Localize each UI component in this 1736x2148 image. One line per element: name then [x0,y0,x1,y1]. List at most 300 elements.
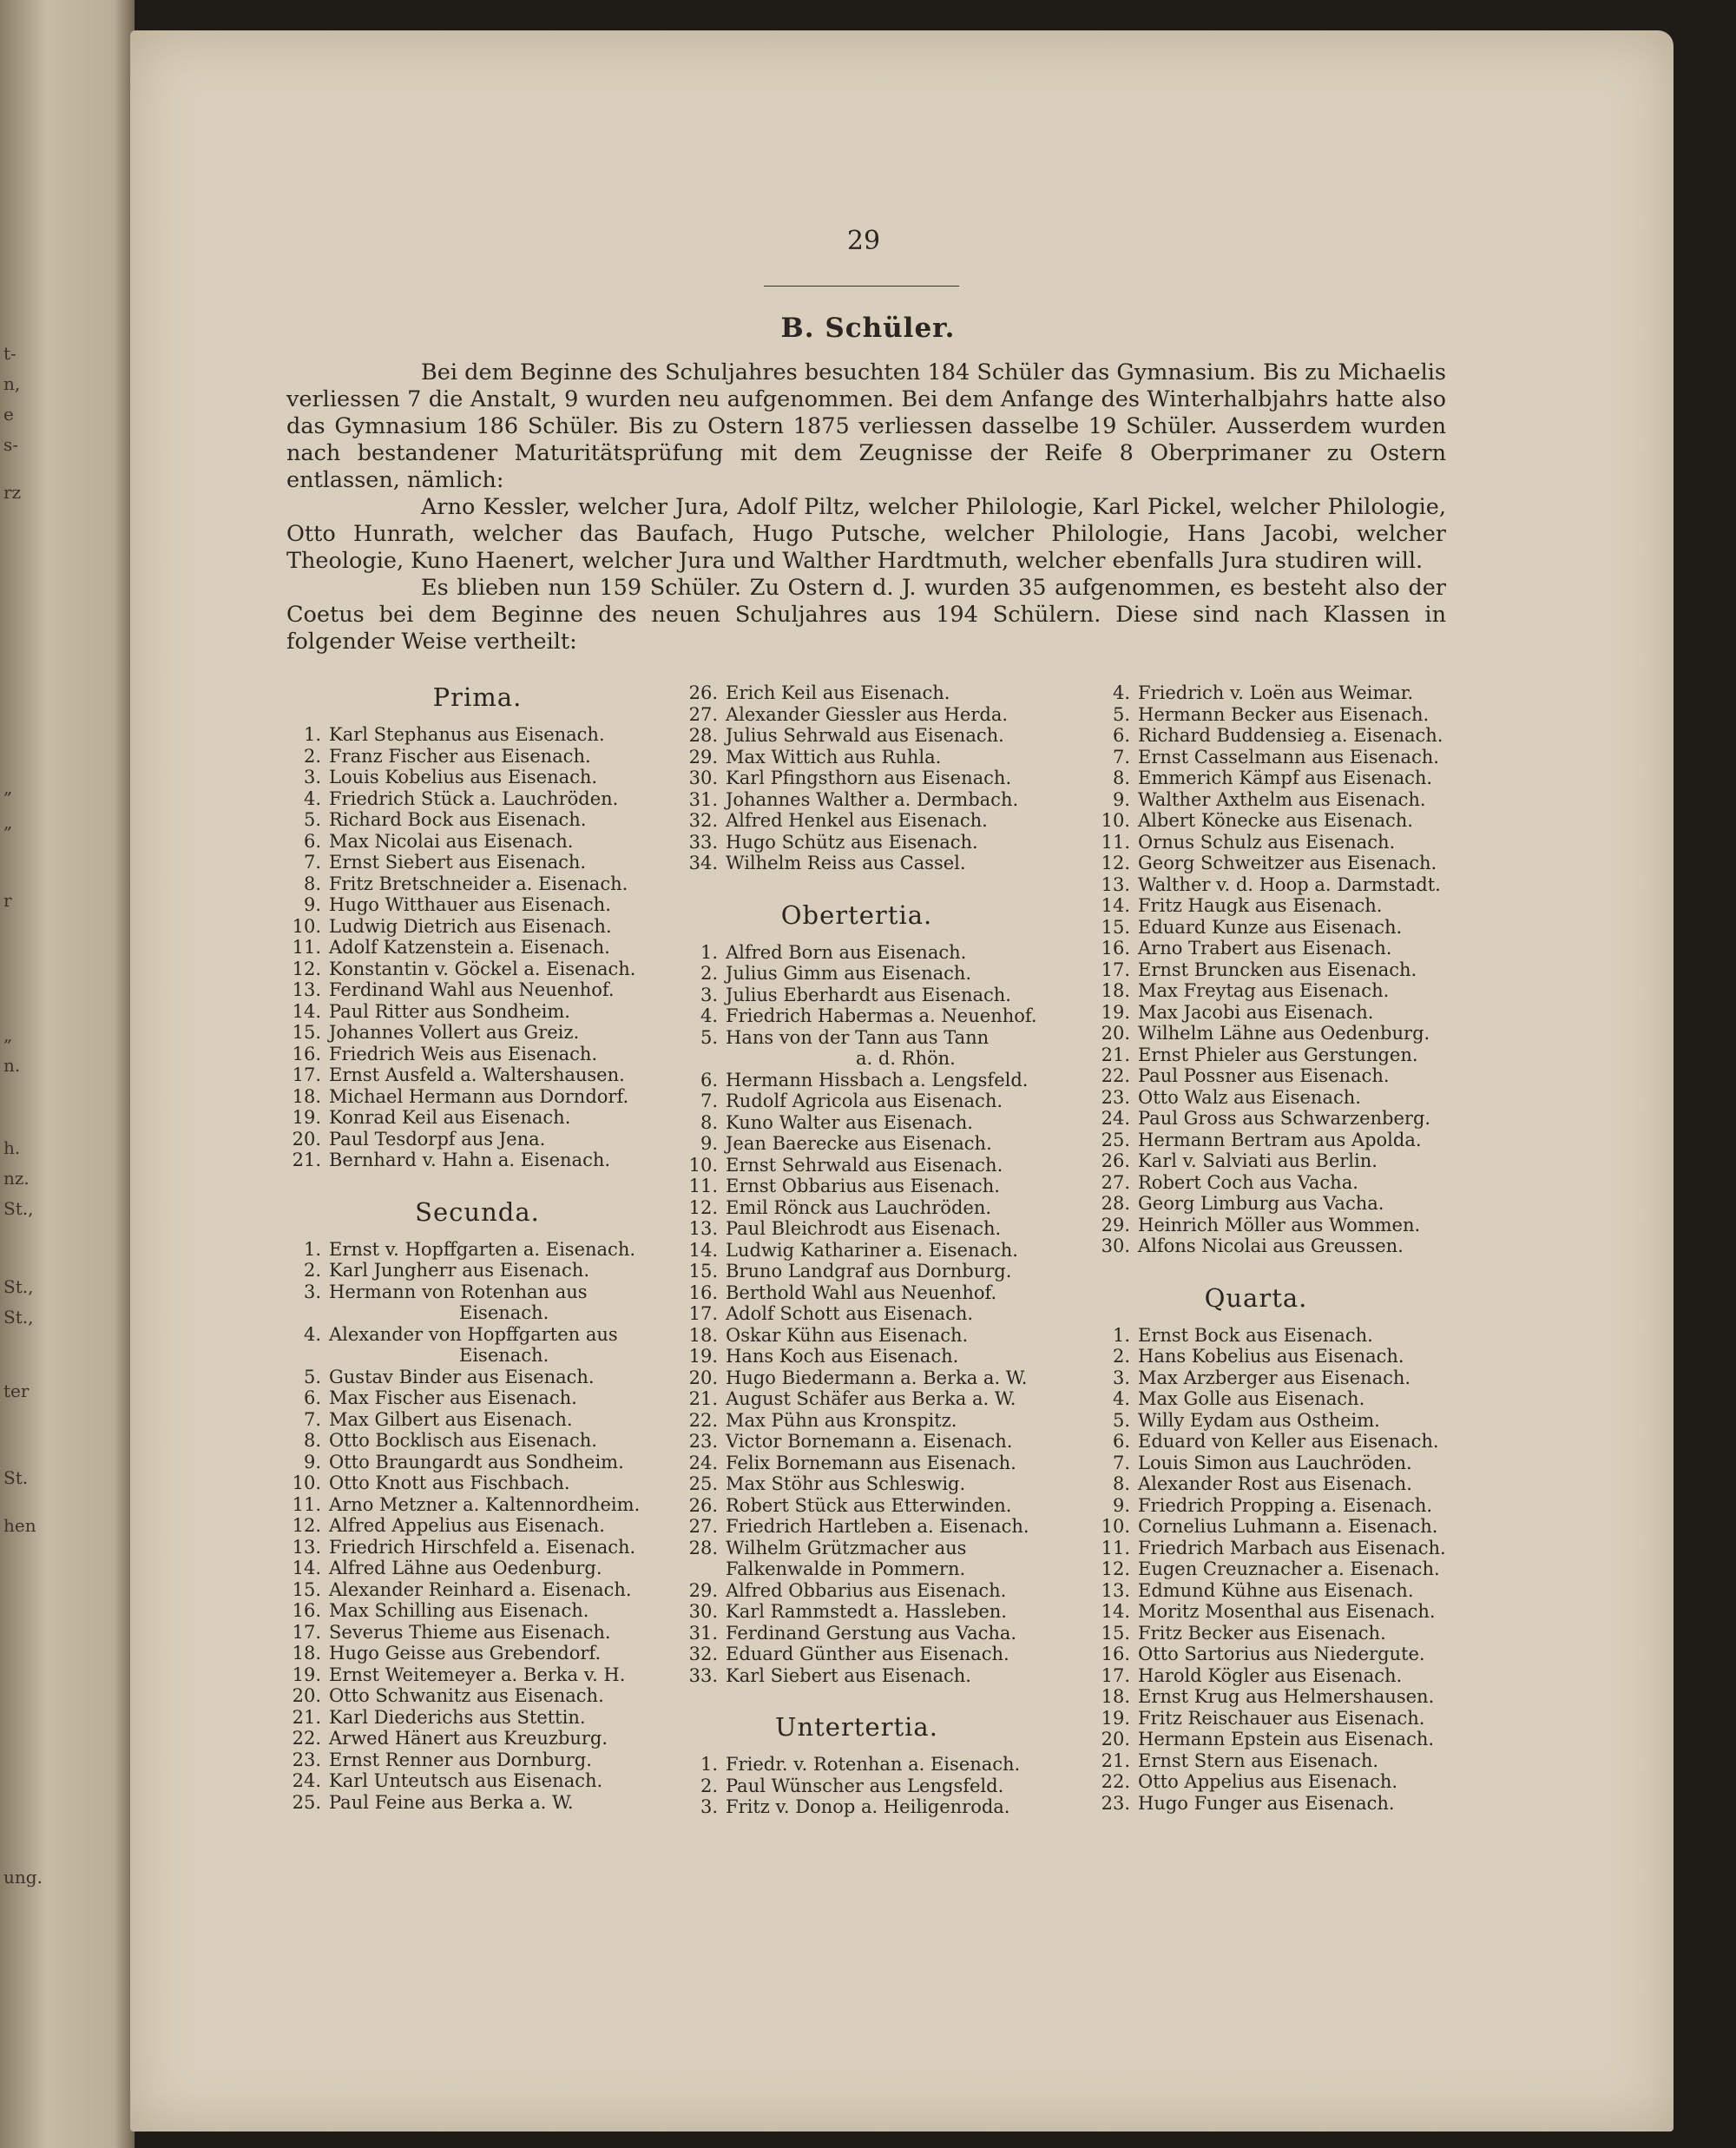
student-number: 9. [1112,1494,1130,1516]
student-entry [683,1155,1056,1176]
student-entry [683,810,1056,832]
student-name: Otto Walz aus Eisenach. [1138,1086,1361,1108]
student-number: 31. [688,1622,718,1644]
student-entry [1095,1215,1469,1236]
student-entry [683,985,1056,1006]
student-name: Georg Limburg aus Vacha. [1138,1193,1384,1214]
student-number: 11. [1101,1537,1130,1558]
student-number: 26. [688,1494,718,1516]
student-entry [683,1197,1056,1219]
student-number: 30. [1101,1235,1130,1256]
student-number: 9. [303,894,321,915]
student-number: 15. [1101,1622,1130,1644]
student-name: Cornelius Luhmann a. Eisenach. [1138,1516,1438,1537]
student-entry [683,1516,1056,1538]
student-name: Karl v. Salviati aus Berlin. [1138,1150,1378,1171]
student-name [321,1324,618,1367]
student-entry [1095,682,1469,704]
student-name: Karl Stephanus aus Eisenach. [329,724,605,745]
student-entry [286,916,660,938]
student-number: 9. [700,1133,718,1154]
student-entry [286,1086,660,1108]
student-entry [683,725,1056,747]
student-name: Ferdinand Gerstung aus Vacha. [726,1622,1017,1644]
student-entry [286,873,660,895]
student-number: 33. [688,831,718,853]
student-entry [1095,1750,1469,1772]
student-name: Richard Buddensieg a. Eisenach. [1138,725,1443,746]
student-name: Otto Bocklisch aus Eisenach. [329,1430,597,1451]
student-number: 2. [303,745,321,767]
student-entry [1095,874,1469,896]
facing-page-text-fragment: St., [3,1276,34,1297]
student-number: 7. [700,1090,718,1111]
student-number: 15. [292,1578,321,1600]
student-name: Erich Keil aus Eisenach. [726,682,950,703]
student-number: 29. [688,1579,718,1601]
student-name: Paul Gross aus Schwarzenberg. [1138,1108,1431,1129]
student-entry [1095,853,1469,874]
student-number: 30. [688,1601,718,1622]
student-entry [683,789,1056,811]
student-number: 15. [688,1261,718,1282]
student-name: Friedrich Weis aus Eisenach. [329,1043,598,1064]
student-number: 24. [1101,1108,1130,1129]
student-number: 1. [1112,1324,1130,1346]
student-name: Emmerich Kämpf aus Eisenach. [1138,768,1433,788]
student-name: Willy Eydam aus Ostheim. [1138,1409,1380,1431]
student-name: Ernst Ausfeld a. Waltershausen. [329,1064,625,1085]
student-name: Max Freytag aus Eisenach. [1138,980,1390,1001]
student-entry [683,768,1056,789]
student-entry [1095,1729,1469,1750]
column-1 [286,682,660,1813]
student-number: 32. [688,1644,718,1664]
student-name: Paul Bleichrodt aus Eisenach. [726,1218,1002,1239]
student-number: 23. [292,1749,321,1770]
student-name: Fritz v. Donop a. Heiligenroda. [726,1796,1010,1817]
facing-page-text-fragment: ter [3,1380,30,1401]
student-name: Ernst Bruncken aus Eisenach. [1138,959,1417,980]
student-entry [286,1387,660,1409]
student-name: Julius Sehrwald aus Eisenach. [726,725,1004,746]
student-name: Ernst Casselmann aus Eisenach. [1138,746,1439,768]
student-number: 11. [688,1176,718,1196]
facing-page-text-fragment: St., [3,1198,34,1219]
student-name-line: Alexander von Hopffgarten aus [329,1323,618,1345]
student-entry [683,1112,1056,1134]
student-number: 12. [292,1515,321,1536]
student-entry [1095,1686,1469,1708]
student-name: Robert Coch aus Vacha. [1138,1171,1358,1193]
student-name: Eduard von Keller aus Eisenach. [1138,1431,1439,1452]
student-name-line: Hermann von Rotenhan aus [329,1281,588,1302]
facing-page-text-fragment: rz [3,482,22,503]
student-entry [1095,1771,1469,1793]
student-name: Ludwig Dietrich aus Eisenach. [329,915,612,937]
student-entry [1095,1108,1469,1130]
student-name: Konrad Keil aus Eisenach. [329,1107,571,1128]
student-name: Bernhard v. Hahn a. Eisenach. [329,1150,611,1170]
student-entry [286,1770,660,1792]
student-list-untertertia-part2 [1095,682,1469,1257]
student-name: Karl Pfingsthorn aus Eisenach. [726,768,1012,788]
student-number: 19. [1101,1707,1130,1729]
student-name: Karl Jungherr aus Eisenach. [329,1260,590,1281]
student-name: Friedrich Marbach aus Eisenach. [1138,1537,1446,1558]
student-entry [1095,1644,1469,1665]
student-number: 12. [688,1196,718,1218]
student-number: 11. [292,1493,321,1515]
student-number: 23. [1101,1792,1130,1814]
student-number: 29. [688,746,718,768]
student-name: Edmund Kühne aus Eisenach. [1138,1579,1414,1601]
student-number: 18. [292,1643,321,1664]
student-number: 8. [303,1430,321,1451]
facing-page-text-fragment: s- [3,434,19,455]
student-name: Hugo Geisse aus Grebendorf. [329,1643,602,1664]
student-number: 8. [303,873,321,894]
student-entry [683,1005,1056,1027]
student-name: Konstantin v. Göckel a. Eisenach. [329,958,636,979]
student-number: 16. [292,1600,321,1621]
student-name: Alexander Rost aus Eisenach. [1138,1473,1412,1494]
student-name: Alfred Appelius aus Eisenach. [329,1515,605,1536]
student-name: Alfred Obbarius aus Eisenach. [726,1579,1007,1601]
student-name: Julius Gimm aus Eisenach. [726,963,972,984]
student-entry [1095,1473,1469,1495]
student-name: Max Schilling aus Eisenach. [329,1600,589,1621]
student-number: 11. [1101,831,1130,853]
student-name-line: Eisenach. [459,1302,549,1323]
student-number: 2. [1112,1346,1130,1367]
student-entry [1095,1346,1469,1367]
student-name: Max Stöhr aus Schleswig. [726,1473,966,1494]
student-number: 6. [303,1387,321,1408]
student-number: 13. [1101,873,1130,895]
student-entry [286,1129,660,1150]
student-name: Fritz Becker aus Eisenach. [1138,1622,1386,1644]
student-number: 20. [1101,1023,1130,1044]
student-name: Severus Thieme aus Eisenach. [329,1621,611,1643]
student-entry [1095,1193,1469,1215]
student-name: Ernst Sehrwald aus Eisenach. [726,1154,1003,1176]
intro-paragraph: Bei dem Beginne des Schuljahres besuchten 184 Schüler das Gymnasium. Bis zu Michaelis verliessen 7 die Anstalt, 9 wurden neu aufgenommen. Bei dem Anfange des Winterhalbjahrs hatte also das Gymnasium 186 Schüler. Bis zu Ostern 1875 verliessen dasselbe 19 Schüler. Ausserdem wurden nach bestandener Maturitätsprüfung mit dem Zeugnisse der Reife 8 Oberprimaner zu Ostern entlassen, nämlich: [286,359,1446,493]
student-name: Robert Stück aus Etterwinden. [726,1494,1012,1516]
student-entry [683,1601,1056,1623]
student-name: Ernst Obbarius aus Eisenach. [726,1176,1000,1196]
student-entry [286,1107,660,1129]
student-number: 15. [292,1022,321,1043]
student-entry [683,1495,1056,1517]
student-number: 2. [700,963,718,984]
student-number: 19. [1101,1001,1130,1023]
student-number: 8. [1112,1473,1130,1494]
student-name: Wilhelm Reiss aus Cassel. [726,853,966,873]
student-name: Paul Tesdorpf aus Jena. [329,1128,546,1150]
student-entry [683,1090,1056,1112]
student-entry [683,832,1056,853]
student-entry [1095,1002,1469,1024]
class-heading-prima: Prima. [432,682,523,712]
student-name: Richard Bock aus Eisenach. [329,809,587,830]
student-name: Otto Appelius aus Eisenach. [1138,1771,1398,1792]
student-entry [683,1027,1056,1070]
student-entry [286,1749,660,1771]
student-name: Karl Diederichs aus Stettin. [329,1706,586,1728]
student-name: Ernst Phieler aus Gerstungen. [1138,1044,1418,1065]
student-number: 31. [688,788,718,810]
student-number: 11. [292,937,321,958]
student-number: 25. [1101,1129,1130,1150]
student-number: 16. [1101,938,1130,959]
student-entry [683,1388,1056,1410]
student-name: Paul Wünscher aus Lengsfeld. [726,1775,1004,1796]
student-entry [1095,1431,1469,1453]
student-entry [683,1303,1056,1325]
student-entry [1095,1065,1469,1087]
student-number: 3. [700,1796,718,1817]
student-name: Karl Unteutsch aus Eisenach. [329,1770,603,1791]
student-number: 13. [292,1536,321,1558]
student-number: 26. [1101,1150,1130,1171]
student-entry [683,747,1056,768]
student-number: 10. [688,1154,718,1176]
student-name: Ernst Krug aus Helmershausen. [1138,1686,1435,1707]
student-name: Hermann Bertram aus Apolda. [1138,1129,1422,1150]
student-name: Friedrich Propping a. Eisenach. [1138,1494,1433,1516]
student-number: 5. [303,809,321,830]
student-number: 18. [292,1085,321,1107]
student-number: 5. [1112,1409,1130,1431]
student-entry [1095,1023,1469,1044]
student-entry [1095,1793,1469,1815]
student-number: 25. [688,1473,718,1494]
student-entry [683,1538,1056,1580]
student-number: 6. [1112,725,1130,746]
student-name: Ernst v. Hopffgarten a. Eisenach. [329,1238,636,1260]
student-entry [1095,747,1469,768]
student-entry [683,1431,1056,1453]
student-entry [683,942,1056,964]
student-name: Max Gilbert aus Eisenach. [329,1408,573,1430]
student-entry [286,746,660,768]
student-name: Julius Eberhardt aus Eisenach. [726,984,1011,1005]
student-name: Adolf Schott aus Eisenach. [726,1303,974,1324]
student-name-line: a. d. Rhön. [856,1048,956,1069]
student-entry [683,1473,1056,1495]
student-number: 14. [292,1000,321,1022]
student-entry [286,979,660,1001]
student-entry [286,1622,660,1644]
student-number: 1. [700,1754,718,1775]
student-entry [1095,959,1469,981]
student-name: Ferdinand Wahl aus Neuenhof. [329,979,615,1000]
facing-page-text-fragment: e [3,404,14,425]
student-list-untertertia-part1 [683,1754,1056,1818]
student-entry [1095,980,1469,1002]
student-number: 22. [1101,1065,1130,1086]
student-entry [683,1367,1056,1389]
section-title: B. Schüler. [780,313,956,344]
student-entry [683,1776,1056,1797]
student-number: 6. [1112,1431,1130,1452]
student-number: 21. [1101,1044,1130,1065]
student-name: Hans Koch aus Eisenach. [726,1346,959,1367]
student-entry [286,1728,660,1749]
student-number: 5. [303,1366,321,1387]
student-entry [286,1707,660,1729]
student-name: Johannes Walther a. Dermbach. [726,788,1019,810]
student-number: 29. [1101,1214,1130,1235]
facing-page-text-fragment: ung. [3,1867,43,1888]
student-name: Louis Simon aus Lauchröden. [1138,1452,1412,1473]
student-number: 19. [688,1346,718,1367]
student-number: 14. [292,1558,321,1578]
student-name: Walther v. d. Hoop a. Darmstadt. [1138,873,1441,895]
student-number: 13. [1101,1579,1130,1601]
student-name: Gustav Binder aus Eisenach. [329,1366,595,1387]
page-number-rule [764,286,959,287]
student-number: 22. [1101,1771,1130,1792]
student-name: Alexander Reinhard a. Eisenach. [329,1578,632,1600]
student-number: 32. [688,810,718,831]
student-entry [286,1600,660,1622]
student-entry [1095,1130,1469,1151]
student-entry [286,1282,660,1324]
facing-page-text-fragment: t- [3,343,16,364]
student-entry [286,1324,660,1367]
student-list-secunda-part2 [683,682,1056,874]
student-name: Ernst Siebert aus Eisenach. [329,852,587,873]
student-entry [286,1643,660,1664]
student-number: 19. [292,1107,321,1128]
student-number: 30. [688,768,718,788]
student-entry [286,831,660,853]
student-entry [1095,1538,1469,1559]
student-name: Karl Siebert aus Eisenach. [726,1664,971,1686]
student-name: Hermann Hissbach a. Lengsfeld. [726,1069,1029,1090]
student-name: Friedrich v. Loën aus Weimar. [1138,682,1414,703]
student-name: Adolf Katzenstein a. Eisenach. [329,937,610,958]
intro-text [286,359,1446,656]
facing-page-text-fragment: r [3,890,12,911]
student-name-line: Hans von der Tann aus Tann [726,1026,990,1048]
student-entry [286,1558,660,1579]
student-number: 17. [292,1621,321,1643]
student-name: Rudolf Agricola aus Eisenach. [726,1090,1003,1111]
student-number: 20. [1101,1729,1130,1749]
student-number: 24. [292,1770,321,1791]
student-number: 27. [688,1516,718,1537]
student-entry [286,1537,660,1558]
student-name: Johannes Vollert aus Greiz. [329,1022,580,1043]
student-name: Albert Könecke aus Eisenach. [1138,810,1413,831]
class-heading-quarta: Quarta. [1204,1282,1308,1313]
student-entry [286,1022,660,1044]
student-number: 24. [688,1452,718,1473]
student-number: 23. [1101,1086,1130,1108]
student-entry [1095,1453,1469,1474]
student-number: 3. [700,984,718,1005]
student-name: Victor Bornemann a. Eisenach. [726,1431,1013,1452]
student-name [321,1282,588,1324]
student-number: 26. [688,682,718,703]
student-name: Eduard Kunze aus Eisenach. [1138,916,1403,938]
student-number: 10. [292,915,321,937]
student-name: Max Arzberger aus Eisenach. [1138,1367,1411,1388]
student-name: Alfred Henkel aus Eisenach. [726,810,988,831]
student-entry [1095,725,1469,747]
facing-page-text-fragment: n, [3,373,21,394]
student-entry [683,963,1056,985]
student-name: Friedrich Habermas a. Neuenhof. [726,1005,1037,1026]
student-name: Berthold Wahl aus Neuenhof. [726,1282,997,1303]
student-name: Jean Baerecke aus Eisenach. [726,1133,992,1154]
student-name: Paul Feine aus Berka a. W. [329,1791,574,1813]
student-entry [286,1239,660,1261]
student-number: 10. [292,1473,321,1493]
student-number: 34. [688,853,718,873]
student-number: 21. [1101,1749,1130,1771]
student-name: Otto Knott aus Fischbach. [329,1473,570,1493]
student-name: Arno Trabert aus Eisenach. [1138,938,1392,959]
student-entry [683,1644,1056,1665]
student-name: Max Pühn aus Kronspitz. [726,1409,957,1431]
student-number: 15. [1101,916,1130,938]
facing-page-text-fragment: nz. [3,1168,30,1189]
student-number: 22. [688,1409,718,1431]
student-name: Otto Schwanitz aus Eisenach. [329,1685,604,1706]
student-name: Otto Sartorius aus Niedergute. [1138,1644,1425,1664]
student-number: 4. [700,1005,718,1026]
student-number: 23. [688,1431,718,1452]
student-entry [683,1453,1056,1474]
student-entry [1095,1623,1469,1644]
student-entry [286,937,660,959]
student-number: 3. [303,767,321,787]
student-number: 13. [688,1218,718,1239]
student-name: Otto Braungardt aus Sondheim. [329,1451,624,1473]
student-entry [286,1430,660,1452]
facing-page-text-fragment: „ [3,1025,13,1045]
student-entry [1095,1495,1469,1517]
student-entry [286,1473,660,1494]
student-list-secunda-part1 [286,1239,660,1814]
student-name: Ernst Weitemeyer a. Berka v. H. [329,1664,626,1685]
facing-page-text-fragment: hen [3,1515,36,1536]
student-entry [286,894,660,916]
student-number: 12. [1101,853,1130,873]
student-number: 25. [292,1791,321,1813]
intro-paragraph: Arno Kessler, welcher Jura, Adolf Piltz, welcher Philologie, Karl Pickel, welcher Philologie, Otto Hunrath, welcher das Baufach, Hugo Putsche, welcher Philologie, Hans Jacobi, welcher Theologie, Kuno Haenert, welcher Jura und Walther Hardtmuth, welcher ebenfalls Jura studiren will. [286,494,1446,574]
student-entry [286,1792,660,1814]
page-number: 29 [846,226,881,256]
student-number: 8. [700,1111,718,1133]
student-name: Wilhelm Lähne aus Oedenburg. [1138,1023,1430,1044]
column-2 [683,682,1056,1818]
facing-page-text-fragment: St., [3,1307,34,1328]
student-entry [1095,1558,1469,1580]
student-number: 8. [1112,768,1130,788]
student-entry [286,1664,660,1686]
student-entry [683,1133,1056,1155]
student-entry [1095,1150,1469,1172]
facing-page-text-fragment: n. [3,1055,21,1076]
student-entry [286,1579,660,1601]
student-entry [1095,917,1469,939]
student-entry [286,1367,660,1388]
